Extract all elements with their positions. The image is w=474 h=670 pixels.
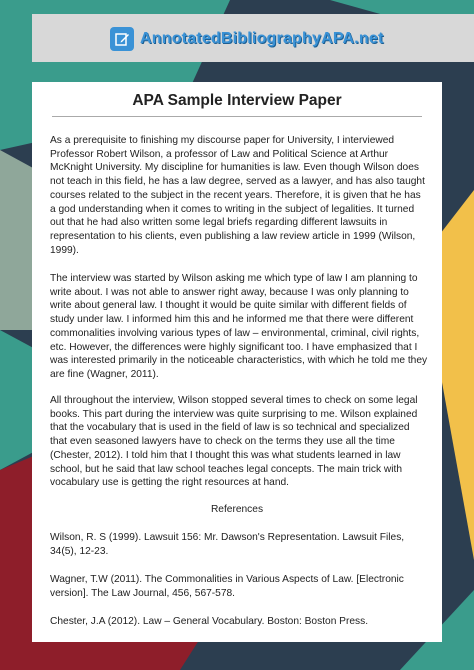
- body-paragraph-1: As a prerequisite to finishing my discourse paper for University, I interviewed Professor Robert Wilson, a professor of Law and Political Science at Arthur McKnight University. My discipline for humanities is law. Even though Wilson does not teach in this field, he has a law degree, served as a lawyer, and has also taught courses related to the subject in the recent years. Therefore, it is given that he has a god understanding when it comes to writing in the subject of legalities. It turned out that he had also written some legal briefs regarding different lawsuits in representation to his clients, even publishing a law review article in 1999 (Wilson, 1999).: [50, 135, 425, 256]
- references-heading: References: [210, 504, 264, 515]
- reference-item-2: Wagner, T.W (2011). The Commonalities in Various Aspects of Law. [Electronic version]. The Law Journal, 456, 567-578.: [50, 574, 404, 599]
- body-paragraph-3: All throughout the interview, Wilson stopped several times to check on some legal books. This part during the interview was quite surprising to me. Wilson explained that the vocabulary that is used in the field of law is so technical and specialized that even seasoned lawyers have to check on the terms they use all the time (Chester, 2012). I told him that I thought this was what students learned in law school, but he said that law school teaches legal concepts. The main trick with vocabulary use is getting the right resources at hand.: [50, 395, 418, 489]
- logo-text: AnnotatedBibliographyAPA.net: [140, 30, 384, 47]
- document-title: APA Sample Interview Paper: [132, 92, 342, 109]
- site-logo[interactable]: [110, 26, 384, 52]
- body-paragraph-2: The interview was started by Wilson asking me which type of law I am planning to write about. I was not able to answer right away, because I was only planning to write about general law. I thought it would be quite similar with different fields of study under law. I informed him this and he informed me that there were different commonalities involving various types of law – environmental, criminal, civil rights, etc. However, the differences were highly significant too. I have emphasized that I was interested primarily in the noticeable characteristics, with which he told me they are fine (Wagner, 2011).: [50, 273, 428, 380]
- reference-item-3: Chester, J.A (2012). Law – General Vocabulary. Boston: Boston Press.: [50, 616, 369, 627]
- title-divider: [52, 116, 422, 117]
- pencil-edit-icon: [110, 27, 134, 51]
- reference-item-1: Wilson, R. S (1999). Lawsuit 156: Mr. Dawson's Representation. Lawsuit Files, 34(5), 12-23.: [50, 532, 405, 557]
